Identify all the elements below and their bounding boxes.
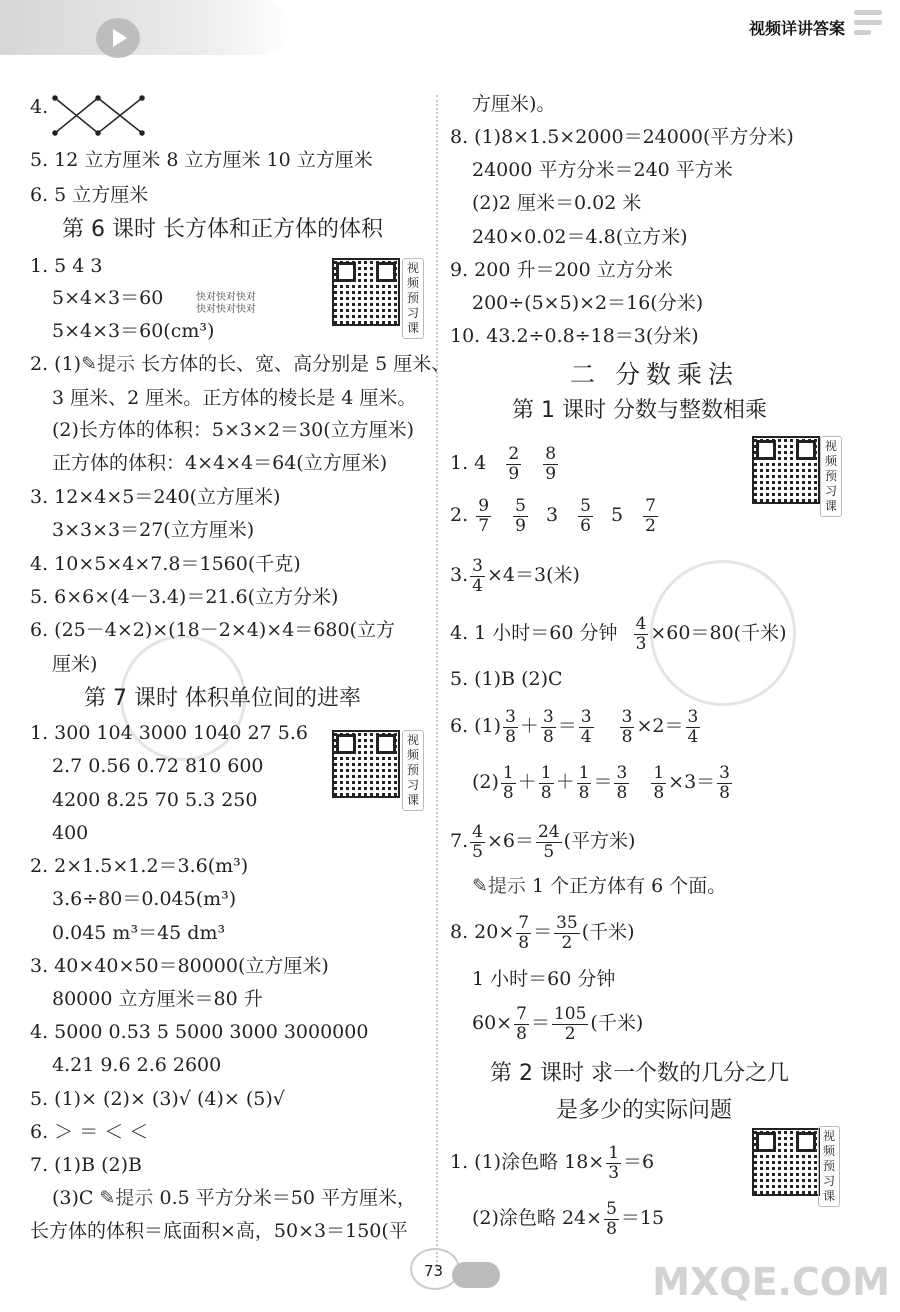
- qr-code-icon[interactable]: [752, 1128, 820, 1196]
- fraction: $\frac{3}{8}$: [542, 707, 554, 747]
- u1-answer-8c: 60× $\frac{7}{8}$ ＝ $\frac{105}{2}$ (千米): [472, 1004, 644, 1044]
- l6-answer-1b: 5×4×3＝60: [52, 287, 164, 309]
- u1-answer-8b: 1 小时＝60 分钟: [472, 968, 616, 990]
- l6-answer-6b: 厘米): [52, 653, 98, 675]
- note-text: 快对快对快对 快对快对快对: [196, 292, 256, 315]
- fraction: $\frac{1}{3}$: [608, 1143, 620, 1183]
- play-icon: [96, 18, 140, 58]
- fraction: $\frac{3}{8}$: [719, 763, 730, 803]
- l7-answer-7b: (3)C ✎提示 0.5 平方分米＝50 平方厘米，: [52, 1187, 416, 1209]
- u1-answer-6a: 6. (1) $\frac{3}{8}$ ＋ $\frac{3}{8}$ ＝ $\frac{3}{4}$ $\frac{3}{8}$ ×2＝ $\frac{3}{4}$: [450, 707, 699, 747]
- fraction: $\frac{4}{5}$: [472, 822, 483, 862]
- lesson-2-subtitle: 是多少的实际问题: [556, 1098, 733, 1123]
- hint-icon: ✎: [472, 875, 488, 897]
- header-title: 视频详讲答案: [748, 19, 845, 38]
- l7-answer-7a: 7. (1)B (2)B: [30, 1154, 142, 1176]
- u1-answer-3: 3. $\frac{3}{4}$ ×4＝3(米): [450, 556, 580, 596]
- r-answer-10: 10. 43.2÷0.8÷18＝3(分米): [450, 325, 699, 347]
- qr-label: 视频预习课: [820, 436, 842, 517]
- answer-5: 5. 12 立方厘米 8 立方厘米 10 立方厘米: [30, 149, 373, 171]
- l6-answer-2b: 3 厘米、2 厘米。正方体的棱长是 4 厘米。: [52, 387, 417, 409]
- l7-answer-1b: 2.7 0.56 0.72 810 600: [52, 755, 264, 777]
- l6-answer-1c: 5×4×3＝60(cm³): [52, 320, 215, 342]
- r-answer-8d: 240×0.02＝4.8(立方米): [472, 226, 688, 248]
- l7-answer-1a: 1. 300 104 3000 1040 27 5.6: [30, 722, 308, 744]
- r-answer-8c: (2)2 厘米＝0.02 米: [472, 192, 642, 214]
- answer-6: 6. 5 立方厘米: [30, 184, 149, 206]
- r-answer-8b: 24000 平方分米＝240 平方米: [472, 159, 733, 181]
- l6-answer-4: 4. 10×5×4×7.8＝1560(千克): [30, 553, 301, 575]
- fraction: $\frac{5}{8}$: [606, 1199, 617, 1239]
- l7-answer-5: 5. (1)× (2)× (3)√ (4)× (5)√: [30, 1088, 285, 1110]
- r-answer-8a: 8. (1)8×1.5×2000＝24000(平方分米): [450, 126, 794, 148]
- u1-answer-7: 7. $\frac{4}{5}$ ×6＝ $\frac{24}{5}$ (平方米): [450, 822, 636, 862]
- l6-answer-3b: 3×3×3＝27(立方厘米): [52, 519, 255, 541]
- fraction: $\frac{4}{3}$: [635, 614, 647, 654]
- lesson-2-title: 第 2 课时 求一个数的几分之几: [490, 1061, 789, 1086]
- column-divider: [436, 95, 438, 1270]
- submarine-icon: [452, 1262, 500, 1288]
- u1-answer-5: 5. (1)B (2)C: [450, 668, 563, 690]
- header-decoration: [0, 0, 290, 55]
- l6-answer-3a: 3. 12×4×5＝240(立方厘米): [30, 486, 281, 508]
- fraction: $\frac{3}{8}$: [616, 763, 628, 803]
- lesson-1-title: 第 1 课时 分数与整数相乘: [512, 398, 767, 423]
- l6-answer-2d: 正方体的体积：4×4×4＝64(立方厘米): [52, 452, 388, 474]
- fraction: $\frac{7}{8}$: [516, 1004, 527, 1044]
- u1-answer-8a: 8. 20× $\frac{7}{8}$ ＝ $\frac{35}{2}$ (千米): [450, 913, 635, 953]
- qr-label: 视频预习课: [818, 1126, 840, 1207]
- r-answer-9a: 9. 200 升＝200 立方分米: [450, 259, 673, 281]
- fraction: $\frac{7}{8}$: [518, 913, 530, 953]
- fraction: $\frac{1}{8}$: [540, 763, 552, 803]
- l7-answer-4a: 4. 5000 0.53 5 5000 3000 3000000: [30, 1021, 369, 1043]
- header-bars-icon: [854, 10, 882, 40]
- fraction: $\frac{24}{5}$: [537, 822, 560, 862]
- fraction: $\frac{1}{8}$: [578, 763, 590, 803]
- r-continuation: 方厘米)。: [472, 93, 556, 115]
- l7-answer-6: 6. ＞ ＝ ＜ ＜: [30, 1121, 149, 1143]
- u1-hint-7: ✎提示 1 个正方体有 6 个面。: [472, 875, 727, 897]
- fraction: $\frac{5}{9}$: [515, 496, 526, 536]
- l7-answer-4b: 4.21 9.6 2.6 2600: [52, 1054, 222, 1076]
- u1-answer-6b: (2) $\frac{1}{8}$ ＋ $\frac{1}{8}$ ＋ $\frac{1}{8}$ ＝ $\frac{3}{8}$ $\frac{1}{8}$ ×3＝ $\frac{3}{8}$: [472, 763, 730, 803]
- lesson-7-title: 第 7 课时 体积单位间的进率: [84, 686, 361, 711]
- qr-code-icon[interactable]: [332, 258, 400, 326]
- fraction: $\frac{7}{2}$: [645, 496, 656, 536]
- l7-answer-2b: 3.6÷80＝0.045(m³): [52, 888, 237, 910]
- l6-answer-1a: 1. 5 4 3: [30, 255, 103, 277]
- fraction: $\frac{2}{9}$: [508, 444, 520, 484]
- qr-code-icon[interactable]: [332, 730, 400, 798]
- fraction: $\frac{105}{2}$: [553, 1004, 587, 1044]
- lesson-6-title: 第 6 课时 长方体和正方体的体积: [62, 217, 383, 242]
- u1-answer-4: 4. 1 小时＝60 分钟 $\frac{4}{3}$ ×60＝80(千米): [450, 614, 787, 654]
- l7-answer-2c: 0.045 m³＝45 dm³: [52, 922, 226, 944]
- l7-answer-1c: 4200 8.25 70 5.3 250: [52, 789, 258, 811]
- l7-answer-1d: 400: [52, 822, 89, 844]
- l6-answer-6a: 6. (25－4×2)×(18－2×4)×4＝680(立方: [30, 619, 395, 641]
- page-number: 73: [424, 1262, 444, 1280]
- r-answer-9b: 200÷(5×5)×2＝16(分米): [472, 292, 704, 314]
- l6-answer-5: 5. 6×6×(4－3.4)＝21.6(立方分米): [30, 586, 339, 608]
- fraction: $\frac{35}{2}$: [556, 913, 578, 953]
- qr-label: 视频预习课: [402, 258, 424, 339]
- fraction: $\frac{3}{4}$: [472, 556, 483, 596]
- u2-answer-1b: (2)涂色略 24× $\frac{5}{8}$ ＝15: [472, 1199, 665, 1239]
- qr-code-icon[interactable]: [752, 436, 820, 504]
- matching-lines: [50, 93, 150, 138]
- l7-answer-7c: 长方体的体积＝底面积×高，50×3＝150(平: [30, 1220, 408, 1242]
- fraction: $\frac{3}{4}$: [580, 707, 592, 747]
- l7-answer-3b: 80000 立方厘米＝80 升: [52, 988, 263, 1010]
- fraction: $\frac{1}{8}$: [502, 763, 514, 803]
- qr-label: 视频预习课: [402, 730, 424, 811]
- u1-answer-1: 1. 4 $\frac{2}{9}$ $\frac{8}{9}$: [450, 444, 557, 484]
- fraction: $\frac{1}{8}$: [653, 763, 665, 803]
- fraction: $\frac{9}{7}$: [478, 496, 490, 536]
- hint-icon: ✎: [81, 353, 98, 375]
- fraction: $\frac{5}{6}$: [580, 496, 591, 536]
- watermark-text: MXQE.COM: [652, 1260, 890, 1304]
- answer-4: 4.: [30, 96, 49, 118]
- u2-answer-1a: 1. (1)涂色略 18× $\frac{1}{3}$ ＝6: [450, 1143, 655, 1183]
- l7-answer-2a: 2. 2×1.5×1.2＝3.6(m³): [30, 855, 249, 877]
- l6-answer-2c: (2)长方体的体积：5×3×2＝30(立方厘米): [52, 419, 415, 441]
- unit-2-title: 二 分数乘法: [570, 360, 739, 389]
- fraction: $\frac{3}{4}$: [687, 707, 699, 747]
- u1-answer-2: 2. $\frac{9}{7}$ $\frac{5}{9}$ 3 $\frac{5}{6}$ 5 $\frac{7}{2}$: [450, 496, 656, 536]
- hint-icon: ✎: [99, 1187, 116, 1209]
- l7-answer-3a: 3. 40×40×50＝80000(立方厘米): [30, 955, 329, 977]
- fraction: $\frac{8}{9}$: [545, 444, 557, 484]
- fraction: $\frac{3}{8}$: [621, 707, 633, 747]
- l6-answer-2a: 2. (1)✎提示 长方体的长、宽、高分别是 5 厘米、: [30, 353, 451, 375]
- fraction: $\frac{3}{8}$: [505, 707, 516, 747]
